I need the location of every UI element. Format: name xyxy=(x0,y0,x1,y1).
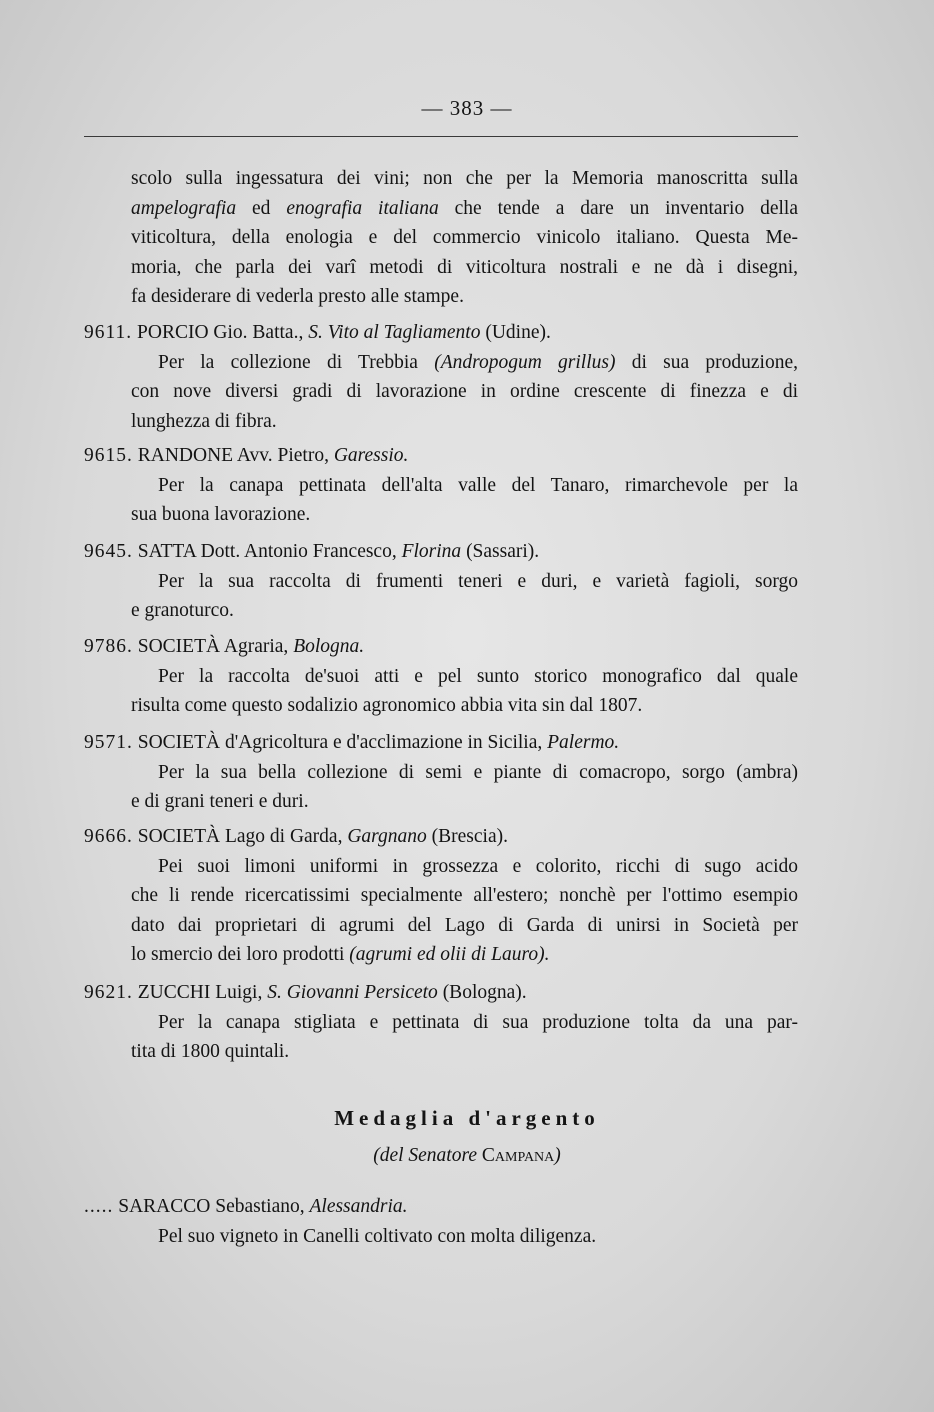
entry-text: e di grani teneri e duri. xyxy=(131,791,309,812)
italic-term: enografia italiana xyxy=(286,197,439,219)
entry-number: 9571. xyxy=(84,732,133,753)
entry-number: ..... xyxy=(84,1196,114,1217)
entry-place: Garessio. xyxy=(333,445,409,466)
entry-number: 9611. xyxy=(84,322,133,343)
italic-term: (Andropogum grillus) xyxy=(434,351,616,373)
entry-9615 xyxy=(84,441,798,530)
page-number: — 383 — xyxy=(421,96,513,120)
intro-paragraph xyxy=(131,164,798,312)
entry-number: 9666. xyxy=(84,826,133,847)
intro-line: scolo sulla ingessatura dei vini; non che per la Memoria manoscritta sulla xyxy=(131,168,798,189)
entry-place: S. Giovanni Persiceto xyxy=(267,982,438,1003)
italic-term: (agrumi ed olii di Lauro). xyxy=(349,944,550,965)
entry-text: dato dai proprietari di agrumi del Lago di Garda di unirsi in Società per xyxy=(131,914,798,936)
entry-9611 xyxy=(84,318,798,436)
entry-heading xyxy=(84,632,798,662)
entry-province: (Brescia). xyxy=(426,826,508,847)
text: (del Senatore xyxy=(373,1145,482,1166)
entry-name: ZUCCHI Luigi, xyxy=(132,982,268,1003)
entry-text: Pel suo vigneto in Canelli coltivato con molta diligenza. xyxy=(158,1225,597,1247)
text: che tende a dare un inventario della xyxy=(438,197,798,219)
entry-heading xyxy=(84,537,798,567)
entry-name: PORCIO Gio. Batta., xyxy=(132,322,309,343)
entry-text: tita di 1800 quintali. xyxy=(131,1041,290,1062)
entry-name: SOCIETÀ Agraria, xyxy=(132,636,294,657)
entry-text xyxy=(131,348,798,378)
entry-place: Gargnano xyxy=(347,826,427,847)
entry-place: Bologna. xyxy=(293,636,365,657)
entry-name: SATTA Dott. Antonio Francesco, xyxy=(132,541,402,562)
entry-province: (Udine). xyxy=(480,322,551,343)
italic-term: ampelografia xyxy=(131,197,237,219)
entry-text: Per la sua raccolta di frumenti teneri e duri, e varietà fagioli, sorgo xyxy=(158,570,798,592)
entry-text: Per la canapa pettinata dell'alta valle del Tanaro, rimarchevole per la xyxy=(158,474,798,496)
entry-name: SOCIETÀ d'Agricoltura e d'acclimazione in Sicilia, xyxy=(132,732,548,753)
entry-province: (Sassari). xyxy=(461,541,540,562)
section-heading: Medaglia d'argento xyxy=(334,1106,600,1130)
entry-number: 9786. xyxy=(84,636,133,657)
entry-province: (Bologna). xyxy=(437,982,527,1003)
intro-line: moria, che parla dei varî metodi di viticoltura nostrali e ne dà i disegni, xyxy=(131,256,798,278)
entry-heading xyxy=(84,978,798,1008)
entry-text: con nove diversi gradi di lavorazione in ordine crescente di finezza e di xyxy=(131,381,798,402)
entry-name: SOCIETÀ Lago di Garda, xyxy=(132,826,348,847)
entry-name: SARACCO Sebastiano, xyxy=(113,1196,310,1217)
text: ed xyxy=(236,197,287,219)
entry-heading xyxy=(84,441,798,471)
entry-heading xyxy=(84,728,798,758)
intro-line: fa desiderare di vederla presto alle stampe. xyxy=(131,286,464,307)
entry-9621 xyxy=(84,978,798,1067)
senator-name: Campana xyxy=(481,1145,555,1166)
entry-place: Alessandria. xyxy=(309,1196,408,1217)
header-rule xyxy=(84,136,798,137)
entry-text: sua buona lavorazione. xyxy=(131,504,311,525)
entry-name: RANDONE Avv. Pietro, xyxy=(132,445,334,466)
entry-text: Per la raccolta de'suoi atti e pel sunto storico monografico dal quale xyxy=(158,665,798,687)
text: di sua produzione, xyxy=(615,351,798,373)
entry-heading xyxy=(84,822,798,852)
entry-saracco xyxy=(84,1192,798,1251)
entry-text: Pei suoi limoni uniformi in grossezza e colorito, ricchi di sugo acido xyxy=(158,855,798,877)
entry-9786 xyxy=(84,632,798,721)
entry-place: Florina xyxy=(401,541,462,562)
text: ) xyxy=(554,1145,561,1166)
entry-number: 9645. xyxy=(84,541,133,562)
entry-place: S. Vito al Tagliamento xyxy=(308,322,481,343)
entry-heading xyxy=(84,318,798,348)
entry-9571 xyxy=(84,728,798,817)
text: Per la collezione di Trebbia xyxy=(158,351,435,373)
entry-heading xyxy=(84,1192,798,1222)
entry-text: Per la canapa stigliata e pettinata di sua produzione tolta da una par- xyxy=(158,1011,798,1033)
entry-number: 9615. xyxy=(84,445,133,466)
entry-text: lunghezza di fibra. xyxy=(131,410,277,432)
section-subheading xyxy=(0,1145,934,1167)
entry-text: Per la sua bella collezione di semi e piante di comacropo, sorgo (ambra) xyxy=(158,761,798,783)
entry-place: Palermo. xyxy=(547,732,620,753)
text: lo smercio dei loro prodotti xyxy=(131,944,350,965)
entry-text xyxy=(131,940,798,970)
intro-line xyxy=(131,194,798,224)
entry-9666 xyxy=(84,822,798,970)
entry-text: che li rende ricercatissimi specialmente all'estero; nonchè per l'ottimo esempio xyxy=(131,885,798,906)
entry-text: risulta come questo sodalizio agronomico abbia vita sin dal 1807. xyxy=(131,695,643,716)
intro-line: viticoltura, della enologia e del commercio vinicolo italiano. Questa Me- xyxy=(131,227,798,248)
entry-number: 9621. xyxy=(84,982,133,1003)
entry-9645 xyxy=(84,537,798,626)
entry-text: e granoturco. xyxy=(131,600,234,621)
